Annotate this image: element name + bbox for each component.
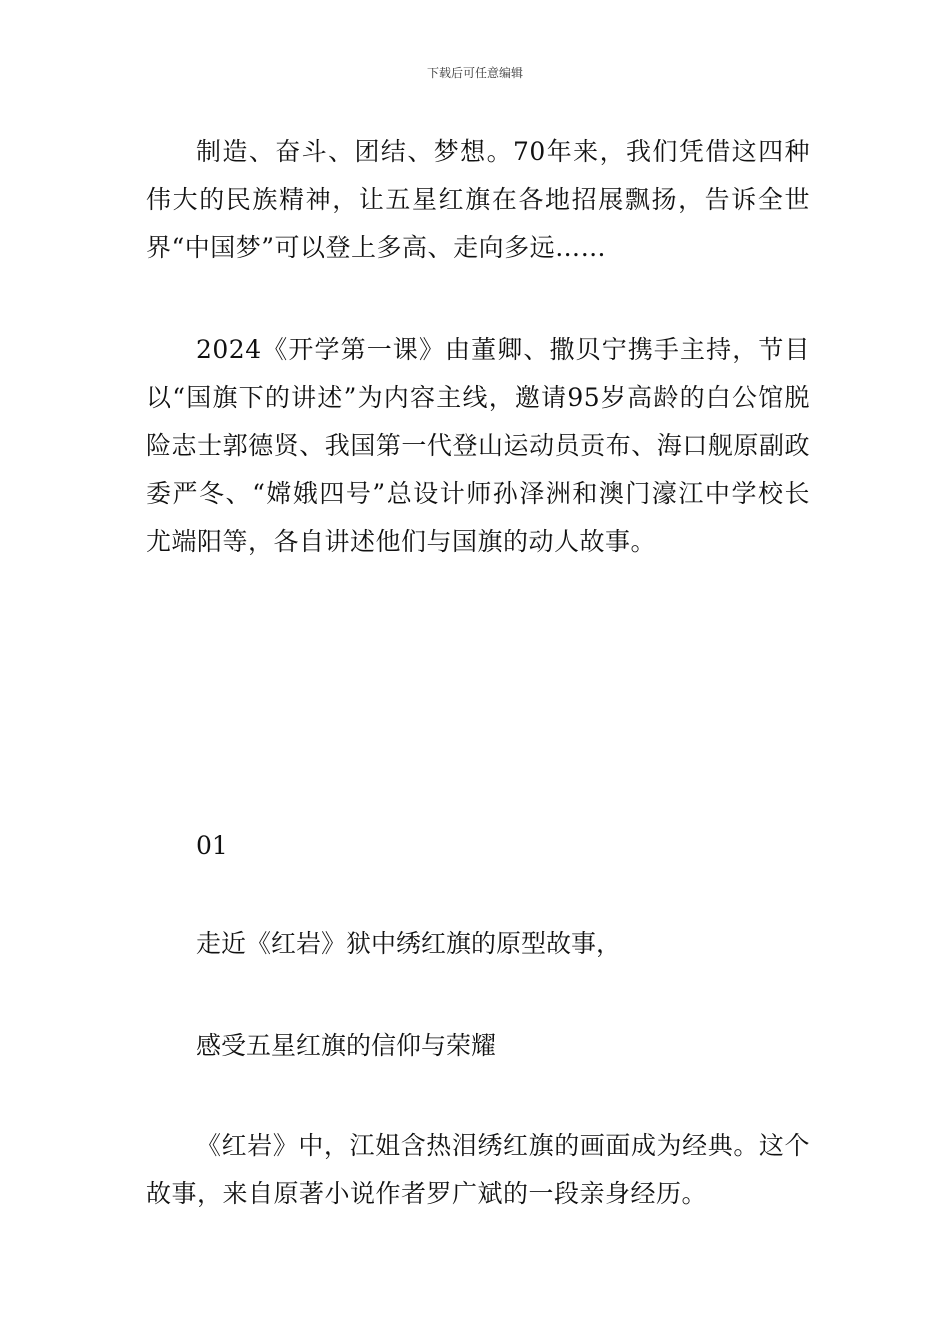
body-paragraph: 制造、奋斗、团结、梦想。70年来，我们凭借这四种伟大的民族精神，让五星红旗在各地招展飘扬，告诉全世界“中国梦”可以登上多高、走向多远…… — [146, 137, 810, 262]
body-paragraph: 《红岩》中，江姐含热泪绣红旗的画面成为经典。这个故事，来自原著小说作者罗广斌的一段亲身经历。 — [146, 1131, 810, 1208]
section-number: 01 — [196, 831, 228, 860]
section-title: 走近《红岩》狱中绣红旗的原型故事， — [196, 929, 622, 958]
body-paragraph: 2024《开学第一课》由董卿、撒贝宁携手主持，节目以“国旗下的讲述”为内容主线，邀请95岁高龄的白公馆脱险志士郭德贤、我国第一代登山运动员贡布、海口舰原副政委严冬、“嫦娥四号”总设计师孙泽洲和澳门濠江中学校长尤端阳等，各自讲述他们与国旗的动人故事。 — [146, 335, 810, 556]
section-subtitle: 感受五星红旗的信仰与荣耀 — [196, 1031, 497, 1060]
page-header: 下载后可任意编辑 — [426, 66, 523, 80]
